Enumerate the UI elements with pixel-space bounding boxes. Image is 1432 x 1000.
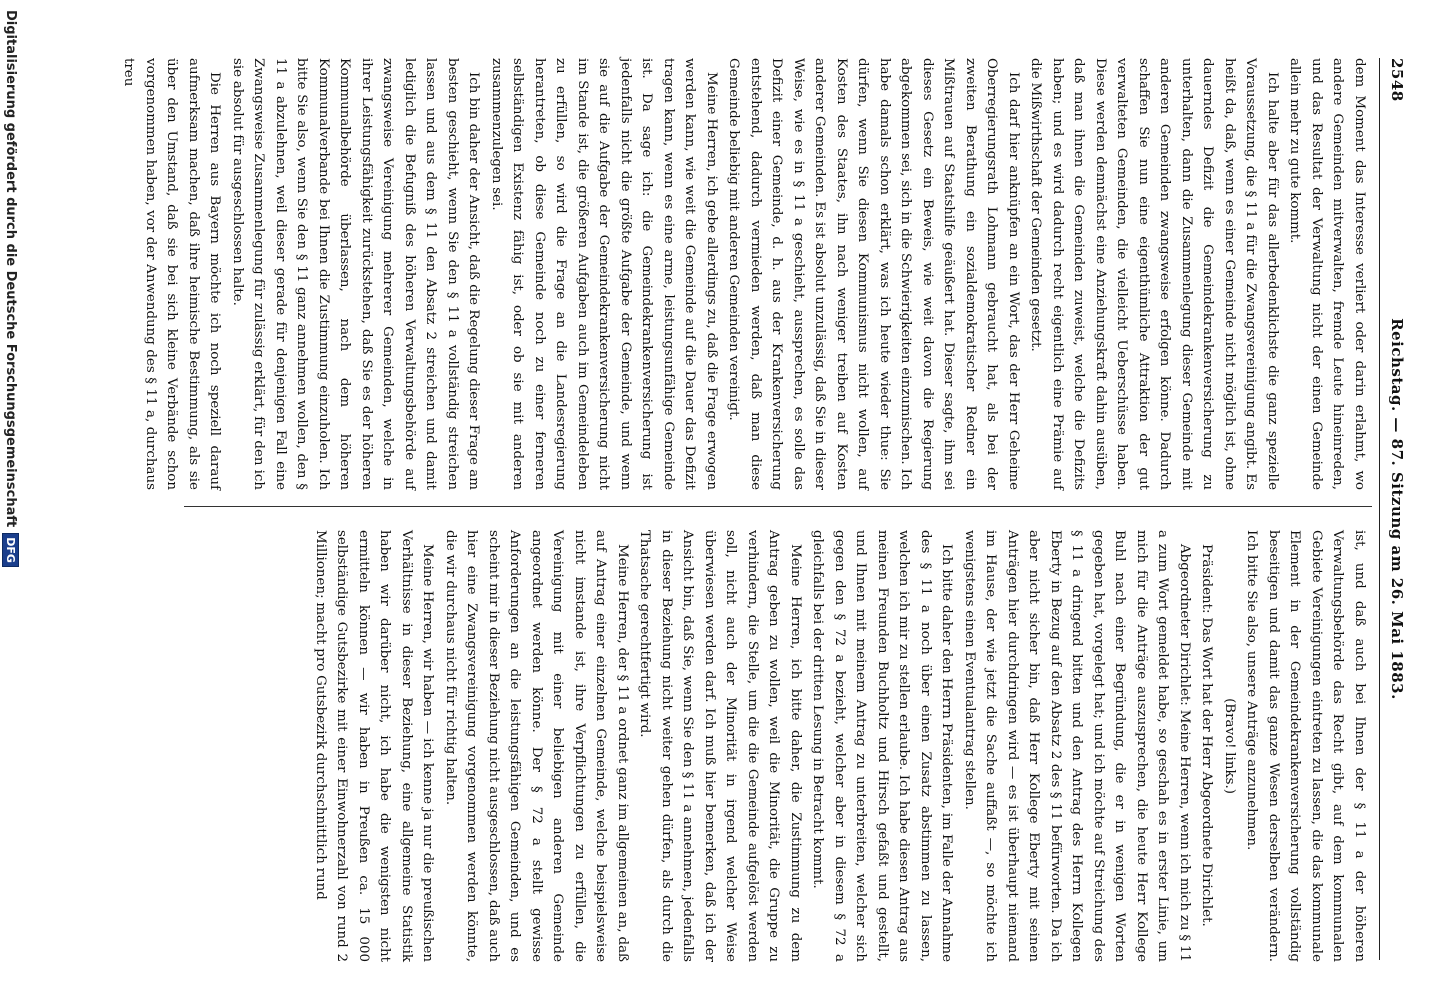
paragraph: Ich bitte daher den Herrn Präsidenten, im Falle der Annahme des § 11 a noch über einen Zusatz abstimmen zu lassen, welchen ich mir zu stellen erlaube. Ich habe diesen Antrag aus meinen Freunden Buchholtz und Hirsch gefaßt und gestellt, und Ihnen mit meinem Antrag zu unterbreiten, welcher sich gegen den § 72 a bezieht, welcher aber in diesem § 72 a gleichfalls bei der dritten Lesung in Betracht kommt. [810,530,955,962]
column-divider [184,506,1372,507]
speaker-paragraph: Abgeordneter Dirichlet: Meine Herren, wenn ich mich zu § 11 a zum Wort gemeldet habe, so geschah es in erster Linie, um mich für die Anträge auszusprechen, die heute Herr Kollege Buhl nach einer Begründung, die er in wenigen Worten gegeben hat, vorgelegt hat; und ich möchte auf Streichung des § 11 a dringend bitten und den Antrag des Herrn Kollegen Eberty in Bezug auf den Absatz 2 des § 11 befürworten. Da ich aber nicht sicher bin, daß Herr Kollege Eberty mit seinen Anträgen hier durchdringen wird — es ist überhaupt niemand im Hause, der wie jetzt die Sache auffaßt —, so möchte ich wenigstens einen Eventualantrag stellen. [962,530,1192,962]
applause-note: (Bravo! links.) [1222,698,1237,794]
paragraph: dem Moment das Interesse verliert oder darin erlahmt, wo andere Gemeinden mitverwalten, fremde Leute hineinreden, und das Resultat der Verwaltung nicht der einen Gemeinde allein mehr zu gute kommt. [1287,58,1367,490]
page-number: 2548 [1388,58,1406,102]
paragraph: Meine Herren, ich gebe allerdings zu, daß die Frage erwogen werden kann, wie weit die Gemeinde auf die Dauer das Defizit tragen kann, wenn es eine arme, leistungsunfähige Gemeinde ist. Da sage ich: die Gemeindekrankenversicherung ist jedenfalls nicht die größte Aufgabe der Gemeinde, und wenn sie auf die Aufgabe der Gemeindekrankenversicherung nicht im Stande ist, die größeren Aufgaben auch im Gemeindeleben zu erfüllen, so wird die Frage an die Landesregierung herantreten, ob diese Gemeinde noch zu einer ferneren selbständigen Existenz fähig ist, oder ob sie mit anderen zusammenzulegen sei. [489,58,719,490]
paragraph: Meine Herren, der § 11 a ordnet ganz im allgemeinen an, daß auf Antrag einer einzelnen Gemeinde, welche beispielsweise nicht imstande ist, ihre Verpflichtungen zu erfüllen, die Vereinigung mit einer beliebigen anderen Gemeinde angeordnet werden könne. Der § 72 a stellt gewisse Anforderungen an die leistungsfähigen Gemeinden, und es scheint mir in dieser Beziehung nicht ausgeschlossen, daß auch hier eine Zwangsvereinigung vorgenommen werden könnte, die wir durchaus nicht für richtig halten. [443,530,630,962]
dfg-logo: DFG [3,533,20,567]
paragraph: Ich darf hier anknüpfen an ein Wort, das der Herr Geheime Oberregierungsrath Lohmann gebraucht hat, als bei der zweiten Berathung ein sozialdemokratischer Redner ein Mißtrauen auf Staatshilfe geäußert hat. Dieser sagte, ihm sei dieses Gesetz ein Beweis, wie weit davon die Regierung abgekommen sei, sich in die Schwierigkeiten einzumischen. Ich habe damals schon erklärt, was ich heute wieder thue: Sie dürfen, wenn Sie diesen Kommunismus nicht wollen, auf Kosten des Staates, ihn nach weniger treiben auf Kosten anderer Gemeinden. Es ist absolut unzulässig, daß Sie in dieser Weise, wie es in § 11 a geschieht, aussprechen, es solle das Defizit einer Gemeinde, d. h. aus der Krankenversicherung entstehend, dadurch vermieden werden, daß man diese Gemeinde beliebig mit anderen Gemeinden vereinigt. [726,58,1021,490]
paragraph: Die Herren aus Bayern möchte ich noch speziell darauf aufmerksam machen, daß ihre heimische Bestimmung, als sie über den Umstand, daß sie bei sich kleine Verbände schon vorgenommen haben, vor der Anwendung des § 11 a, durchaus treu [121,58,223,490]
page-header [1382,58,1408,960]
paragraph: Ich bin daher der Ansicht, daß die Regelung dieser Frage am besten geschieht, wenn Sie den § 11 a vollständig streichen lassen und aus dem § 11 den Absatz 2 streichen und damit lediglich die Befugniß des höheren Verwaltungsbehörde auf zwangsweise Vereinigung mehrerer Gemeinden, welche in ihrer Leistungsfähigkeit zurückstehen, daß Sie es der höheren Kommunalbehörde überlassen, nach dem höheren Kommunalverbande bei Ihnen die Zustimmung einzuholen. Ich bitte Sie also, wenn Sie den § 11 ganz annehmen wollen, den § 11 a abzulehnen, weil dieser gerade für denjenigen Fall eine Zwangsweise Zusammenlegung für zulässig erklärt, für den ich sie absolut für ausgeschlossen halte. [230,58,482,490]
paragraph: Meine Herren, wir haben — ich kenne ja nur die preußischen Verhältnisse in dieser Beziehung, eine allgemeine Statistik haben wir darüber nicht, ich habe die wenigsten nicht ermitteln können — wir haben in Preußen ca. 15 000 selbständige Gutsbezirke mit einer Einwohnerzahl von rund 2 Millionen; macht pro Gutsbezirk durchschnittlich rund [313,530,436,962]
speaker-paragraph: Präsident: Das Wort hat der Herr Abgeordnete Dirichlet. [1199,544,1215,927]
running-title: Reichstag. — 87. Sitzung am 26. Mai 1883. [1388,318,1406,700]
left-column [121,58,1370,490]
paragraph: Meine Herren, ich bitte daher, die Zustimmung zu dem Antrag geben zu wollen, weil die Minorität, die Gruppe zu verhindern, die Stelle, um die die Gemeinde aufgelöst werden soll, nicht auch der Minorität in irgend welcher Weise überwiesen werden darf. Ich muß hier bemerken, daß ich der Ansicht bin, daß Sie, wenn Sie den § 11 a annehmen, jedenfalls in dieser Beziehung nicht weiter gehen dürfen, als durch die Thatsache gerechtfertigt wird. [637,530,803,962]
paragraph: ist, und daß auch bei Ihnen der § 11 a der höheren Verwaltungsbehörde das Recht gibt, auf dem kommunalen Gebiete Vereinigungen eintreten zu lassen, die das kommunale Element in der Gemeindekrankenversicherung vollständig beseitigen und damit das ganze Wesen derselben verändern. Ich bitte Sie also, unsere Anträge anzunehmen. [1244,530,1367,962]
credit-text: Digitalisierung gefördert durch die Deutsche Forschungsgemeinschaft [3,10,19,528]
digitization-credit [0,0,22,1000]
paragraph: Ich halte aber für das allerbedenklichste die ganz spezielle Voraussetzung, die § 11 a für die Zwangsvereinigung angibt. Es heißt da, daß, wenn es einer Gemeinde nicht möglich ist, ohne dauerndes Defizit die Gemeindekrankenversicherung zu unterhalten, dann die Zusammenlegung dieser Gemeinde mit anderen Gemeinden zwangsweise erfolgen könne. Dadurch schaffen Sie nun eine eigenthümliche Attraktion der gut verwalteten Gemeinden, die vielleicht Ueberschüsse haben. Diese werden demnächst eine Anziehungskraft dahin ausüben, daß man ihnen die Gemeinden zuweist, welche die Defizits haben; und es wird dadurch recht eigentlich eine Prämie auf die Mißwirthschaft der Gemeinden gesetzt. [1028,58,1280,490]
header-rule [1379,58,1380,960]
right-column [184,530,1370,962]
